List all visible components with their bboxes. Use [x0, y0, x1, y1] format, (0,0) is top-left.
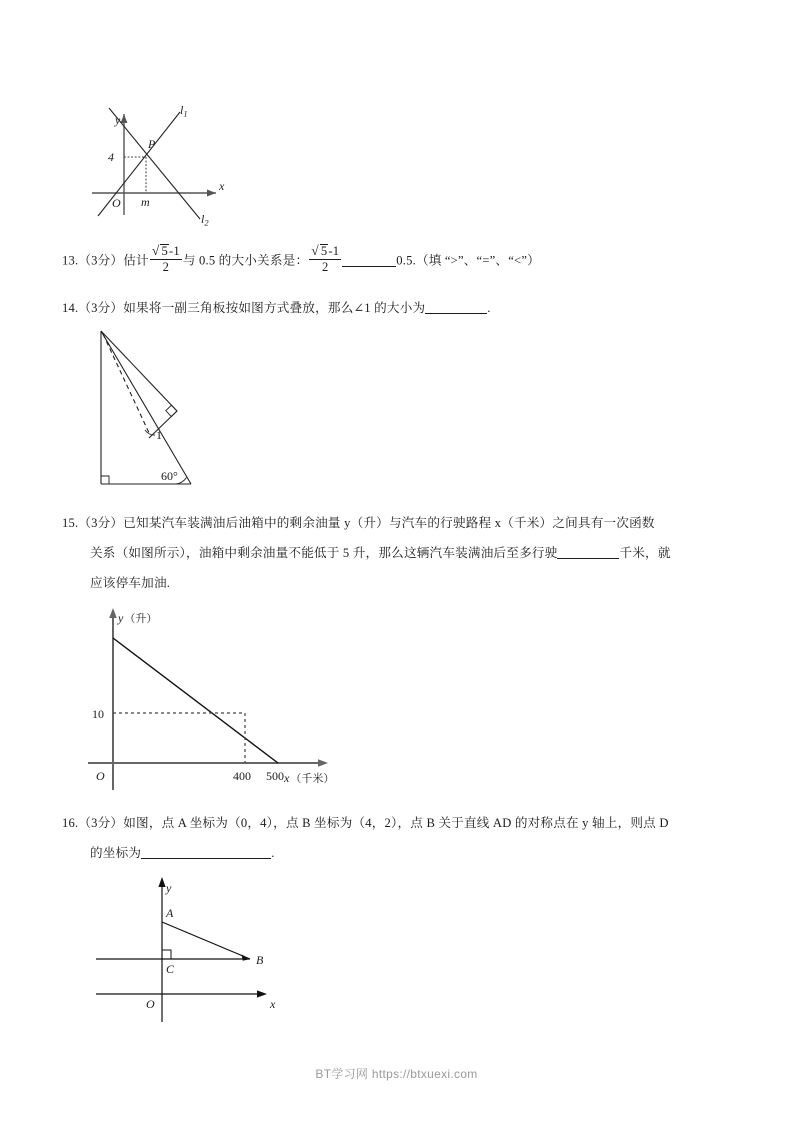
- y-tick-10-label: 10: [92, 707, 104, 721]
- q13-fraction-1: $\frac{√ 5-1}{2}$: [151, 243, 180, 275]
- q15-answer-blank[interactable]: [557, 558, 619, 559]
- angle-60-label: 60°: [161, 469, 178, 483]
- x-value-label: m: [141, 195, 150, 209]
- line-l2-label: $l_2$: [201, 212, 209, 228]
- q16-score: （3分）: [78, 816, 124, 830]
- q13-number: 13.: [62, 253, 79, 268]
- q16-number: 16.: [62, 816, 79, 830]
- q14-text-b: .: [487, 301, 491, 315]
- q15-line3: 应该停车加油.: [90, 576, 171, 590]
- q14-answer-blank[interactable]: [425, 313, 487, 314]
- figure-two-lines-intersect: [88, 100, 258, 228]
- q16-answer-blank[interactable]: [141, 858, 271, 859]
- x-axis-label: x: [219, 179, 225, 193]
- footer-watermark: BT学习网 https://btxuexi.com: [315, 1067, 478, 1081]
- figure-stacked-set-squares: [95, 325, 210, 493]
- q13-text-b: 与 0.5 的大小关系是：: [182, 253, 309, 268]
- question-13: [62, 244, 540, 276]
- q15-line2-a: 关系（如图所示），油箱中剩余油量不能低于 5 升，那么这辆汽车装满油后至多行驶: [90, 546, 558, 560]
- y-axis-label: y（升）: [118, 611, 158, 625]
- question-14: [62, 293, 491, 323]
- angle-1-label: 1: [156, 428, 162, 442]
- q15-line2-b: 千米，就: [619, 546, 671, 560]
- point-c-label: C: [166, 962, 175, 976]
- line-l1-label: $l_1$: [180, 103, 188, 119]
- origin-label: O: [146, 997, 155, 1011]
- origin-label: O: [112, 196, 121, 210]
- q14-text-a: 如果将一副三角板按如图方式叠放，那么∠1 的大小为: [123, 301, 426, 315]
- figure-coordinate-plane-ABC: [90, 872, 305, 1022]
- q13-score: （3分）: [78, 253, 124, 268]
- q15-line1: 已知某汽车装满油后油箱中的剩余油量 y（升）与汽车的行驶路程 x（千米）之间具有一次函数: [123, 516, 655, 530]
- x-tick-500-label: 500: [266, 769, 284, 783]
- q16-line2-b: .: [271, 846, 275, 860]
- point-p-label: P: [148, 137, 156, 151]
- figure-fuel-line-chart: [88, 600, 388, 790]
- x-axis-label: x（千米）: [284, 771, 335, 785]
- y-value-label: 4: [108, 150, 114, 164]
- point-a-label: A: [166, 906, 174, 920]
- q13-text-c: 0.5.（填 “>”、“=”、“<”）: [396, 253, 540, 268]
- q13-text-a: 估计: [123, 253, 149, 268]
- q15-number: 15.: [62, 516, 79, 530]
- q13-answer-blank[interactable]: [342, 266, 396, 267]
- x-tick-400-label: 400: [233, 769, 251, 783]
- x-axis-label: x: [270, 997, 276, 1011]
- question-15: [62, 508, 671, 598]
- q13-fraction-2: $\frac{√ 5-1}{2}$: [311, 243, 340, 275]
- q14-number: 14.: [62, 301, 79, 315]
- q14-score: （3分）: [78, 301, 124, 315]
- y-axis-label: y: [166, 881, 172, 895]
- point-b-label: B: [256, 953, 264, 967]
- y-axis-label: y: [115, 113, 121, 127]
- q15-score: （3分）: [78, 516, 124, 530]
- question-16: [62, 808, 669, 868]
- q16-line1: 如图，点 A 坐标为（0，4），点 B 坐标为（4，2），点 B 关于直线 AD 的对称点在 y 轴上，则点 D: [123, 816, 669, 830]
- q16-line2-a: 的坐标为: [90, 846, 142, 860]
- origin-label: O: [96, 769, 105, 783]
